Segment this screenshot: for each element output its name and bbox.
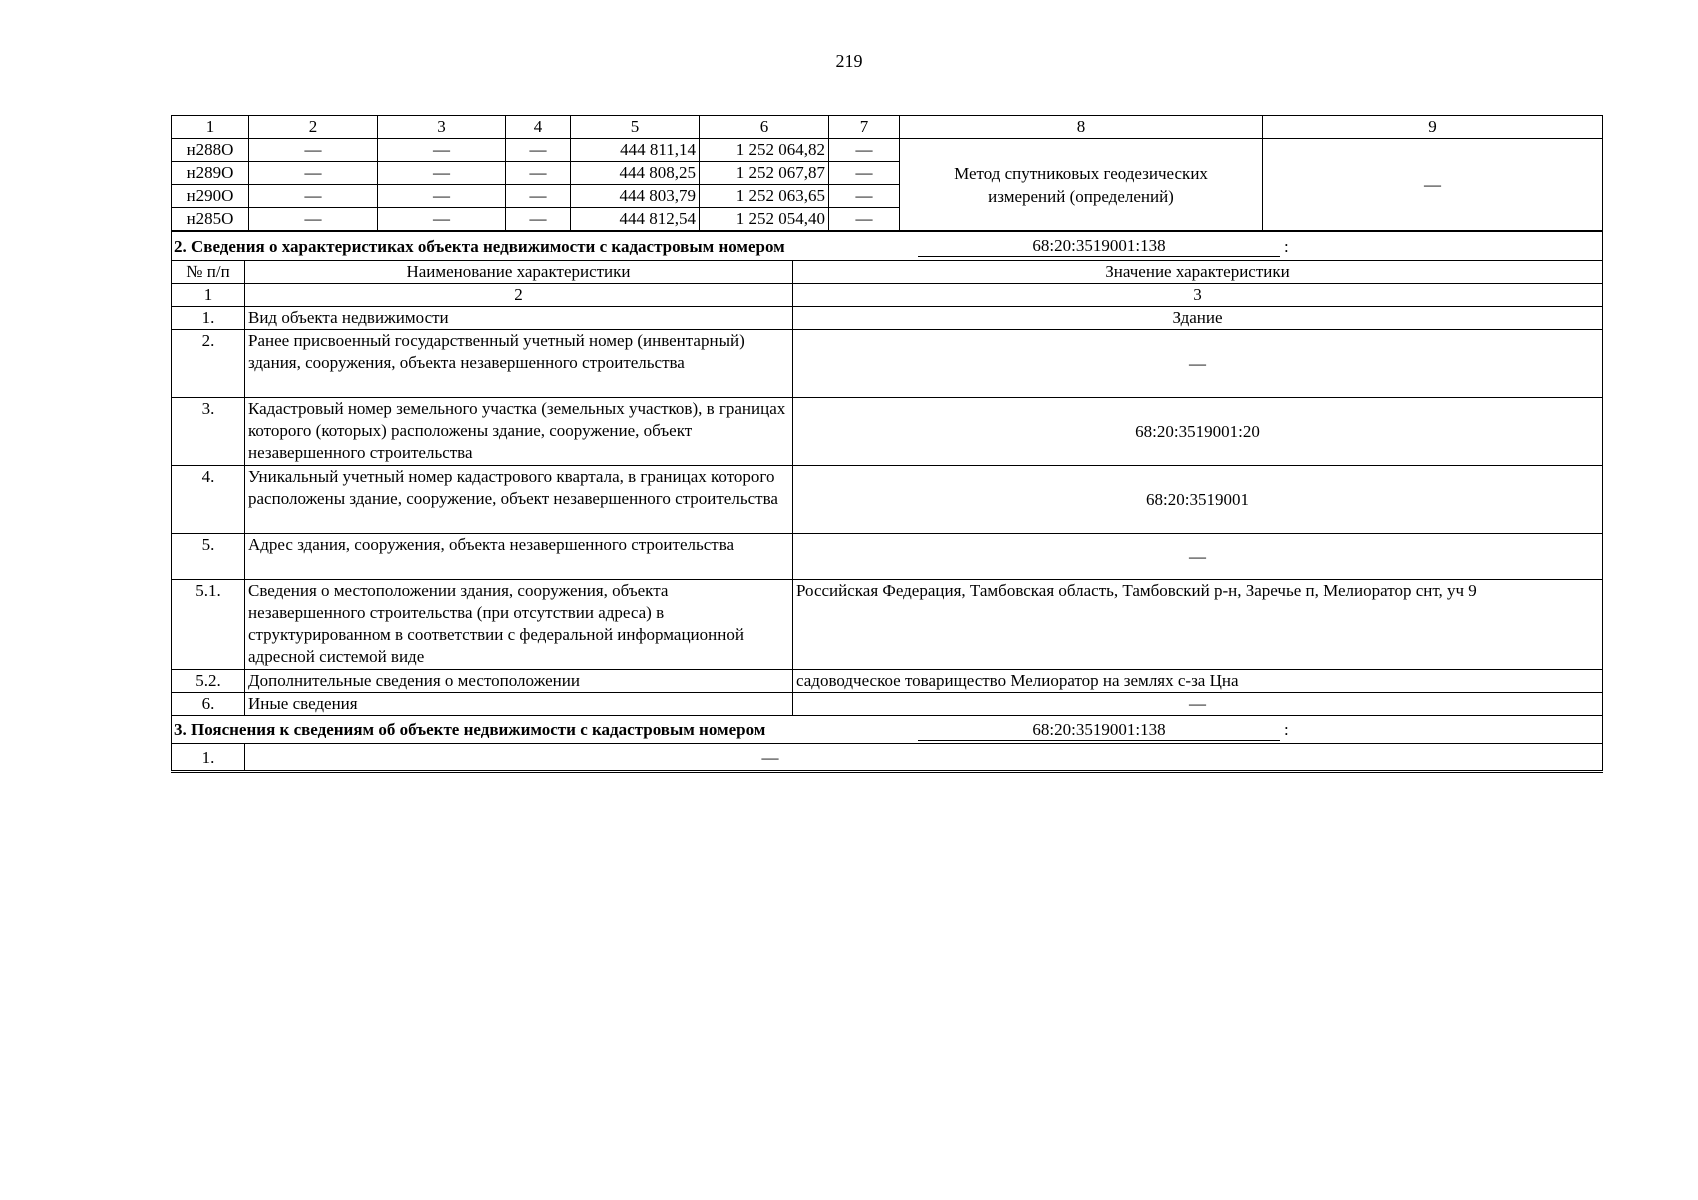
- row-num: 5.1.: [172, 580, 245, 670]
- cell-value: —: [249, 162, 378, 185]
- cell-value: —: [506, 139, 571, 162]
- row-name: Дополнительные сведения о местоположении: [245, 670, 793, 693]
- coordinates-table: [171, 115, 1603, 231]
- table-row: [172, 398, 1603, 466]
- section2-colnum-row: [172, 284, 1603, 307]
- point-name: н289О: [172, 162, 249, 185]
- col-header: 3: [378, 116, 506, 139]
- col-number: 1: [172, 284, 245, 307]
- row-num: 5.: [172, 534, 245, 580]
- section2-header-row: [172, 261, 1603, 284]
- row-value: —: [245, 744, 1603, 772]
- table-row: [172, 139, 1603, 162]
- row-num: 2.: [172, 330, 245, 398]
- section2-colon: :: [1284, 236, 1289, 256]
- header-num: № п/п: [172, 261, 245, 284]
- table-row: [172, 466, 1603, 534]
- row-name: Иные сведения: [245, 693, 793, 716]
- section3-title-row: [172, 716, 1603, 744]
- method-cell: Метод спутниковых геодезических измерений (определений): [900, 139, 1263, 231]
- table-row: [172, 330, 1603, 398]
- col-header: 4: [506, 116, 571, 139]
- row-num: 6.: [172, 693, 245, 716]
- cell-value: —: [378, 162, 506, 185]
- section2-title: 2. Сведения о характеристиках объекта недвижимости с кадастровым номером: [174, 236, 785, 256]
- row-value: Здание: [793, 307, 1603, 330]
- coord-x: 444 808,25: [571, 162, 700, 185]
- point-name: н285О: [172, 208, 249, 231]
- row-name: Вид объекта недвижимости: [245, 307, 793, 330]
- row-num: 1.: [172, 744, 245, 772]
- col-header: 9: [1263, 116, 1603, 139]
- coord-y: 1 252 054,40: [700, 208, 829, 231]
- section3-title: 3. Пояснения к сведениям об объекте недвижимости с кадастровым номером: [174, 720, 766, 739]
- header-name: Наименование характеристики: [245, 261, 793, 284]
- cell-value: —: [249, 139, 378, 162]
- col-header: 7: [829, 116, 900, 139]
- row-value: Российская Федерация, Тамбовская область, Тамбовский р-н, Заречье п, Мелиоратор снт, уч 9: [793, 580, 1603, 670]
- point-name: н290О: [172, 185, 249, 208]
- coord-header-row: [172, 116, 1603, 139]
- section3-cadastral-number: 68:20:3519001:138: [918, 719, 1280, 741]
- cell-value: —: [829, 162, 900, 185]
- row-name: Сведения о местоположении здания, сооружения, объекта незавершенного строительства (при отсутствии адреса) в структурированном в соответствии с федеральной информационной адресной системой виде: [245, 580, 793, 670]
- col-header: 1: [172, 116, 249, 139]
- coord-y: 1 252 064,82: [700, 139, 829, 162]
- page-number: 219: [835, 51, 863, 71]
- coord-y: 1 252 067,87: [700, 162, 829, 185]
- header-value: Значение характеристики: [793, 261, 1603, 284]
- table-row: [172, 580, 1603, 670]
- table-row: [172, 693, 1603, 716]
- cell-value: —: [378, 139, 506, 162]
- col-header: 8: [900, 116, 1263, 139]
- col-number: 3: [793, 284, 1603, 307]
- row-num: 4.: [172, 466, 245, 534]
- col-header: 2: [249, 116, 378, 139]
- table-row: [172, 534, 1603, 580]
- characteristics-table: [171, 231, 1603, 773]
- row-name: Адрес здания, сооружения, объекта незавершенного строительства: [245, 534, 793, 580]
- cell-value: —: [506, 185, 571, 208]
- cell-value: —: [249, 208, 378, 231]
- cell-value: —: [378, 208, 506, 231]
- row-value: садоводческое товарищество Мелиоратор на землях с-за Цна: [793, 670, 1603, 693]
- row-name: Уникальный учетный номер кадастрового квартала, в границах которого расположены здание, сооружение, объект незавершенного строительства: [245, 466, 793, 534]
- col-number: 2: [245, 284, 793, 307]
- cell-value: —: [506, 162, 571, 185]
- point-name: н288О: [172, 139, 249, 162]
- cell-value: —: [829, 208, 900, 231]
- cell-value: —: [506, 208, 571, 231]
- table-row: [172, 744, 1603, 772]
- coord-x: 444 803,79: [571, 185, 700, 208]
- coord-x: 444 812,54: [571, 208, 700, 231]
- table-row: [172, 307, 1603, 330]
- cell-value: —: [249, 185, 378, 208]
- cell-value: —: [829, 139, 900, 162]
- row-value: —: [793, 330, 1603, 398]
- coord-x: 444 811,14: [571, 139, 700, 162]
- section3-colon: :: [1284, 720, 1289, 739]
- table-row: [172, 670, 1603, 693]
- row-name: Ранее присвоенный государственный учетный номер (инвентарный) здания, сооружения, объекта незавершенного строительства: [245, 330, 793, 398]
- row-value: 68:20:3519001: [793, 466, 1603, 534]
- row-value: —: [793, 534, 1603, 580]
- col9-value: —: [1263, 139, 1603, 231]
- section2-cadastral-number: 68:20:3519001:138: [918, 235, 1280, 257]
- row-num: 5.2.: [172, 670, 245, 693]
- row-num: 1.: [172, 307, 245, 330]
- row-name: Кадастровый номер земельного участка (земельных участков), в границах которого (которых) расположены здание, сооружение, объект незавершенного строительства: [245, 398, 793, 466]
- section2-title-row: [172, 232, 1603, 261]
- col-header: 6: [700, 116, 829, 139]
- coord-y: 1 252 063,65: [700, 185, 829, 208]
- col-header: 5: [571, 116, 700, 139]
- cell-value: —: [378, 185, 506, 208]
- cell-value: —: [829, 185, 900, 208]
- row-num: 3.: [172, 398, 245, 466]
- row-value: —: [793, 693, 1603, 716]
- row-value: 68:20:3519001:20: [793, 398, 1603, 466]
